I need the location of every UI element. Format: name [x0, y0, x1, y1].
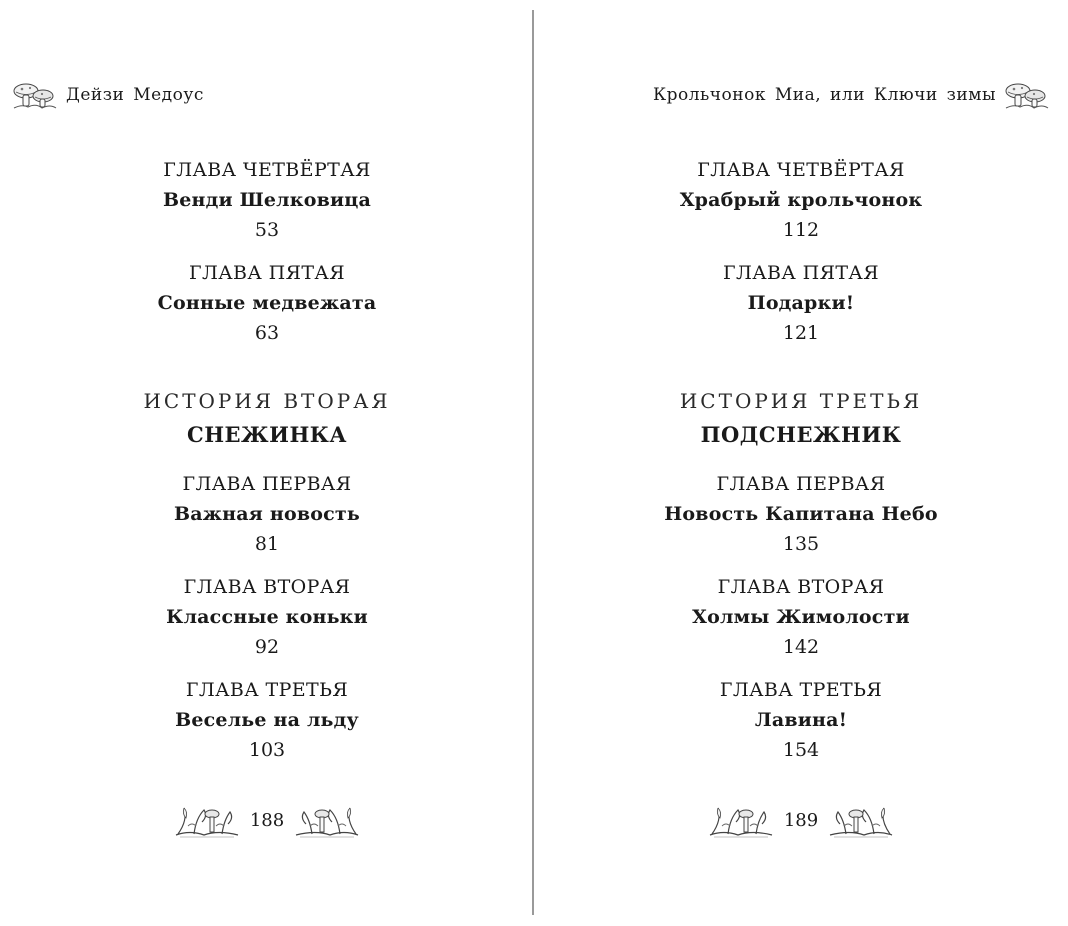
chapter-title: Важная новость [174, 503, 360, 525]
toc-entry[interactable] [534, 572, 1068, 675]
mushroom-cluster-icon [12, 79, 58, 111]
story-title: СНЕЖИНКА [186, 422, 347, 447]
right-folio [534, 800, 1068, 840]
chapter-label: ГЛАВА ЧЕТВЁРТАЯ [163, 159, 371, 181]
chapter-title: Подарки! [747, 292, 855, 314]
right-page [534, 0, 1068, 926]
page-number: 188 [249, 809, 285, 831]
chapter-page-number: 103 [248, 739, 286, 761]
plant-vignette-icon [294, 800, 360, 840]
chapter-title: Классные коньки [166, 606, 368, 628]
chapter-title: Веселье на льду [175, 709, 359, 731]
right-running-head [645, 80, 1050, 110]
chapter-label: ГЛАВА ПЕРВАЯ [716, 473, 886, 495]
chapter-title: Холмы Жимолости [692, 606, 910, 628]
chapter-page-number: 112 [782, 219, 820, 241]
plant-vignette-icon [174, 800, 240, 840]
toc-entry[interactable] [0, 675, 534, 778]
left-folio [0, 800, 534, 840]
toc-entry[interactable] [534, 155, 1068, 258]
story-heading [534, 361, 1068, 469]
chapter-title: Храбрый крольчонок [679, 189, 923, 211]
toc-entry[interactable] [534, 675, 1068, 778]
story-label: ИСТОРИЯ ТРЕТЬЯ [679, 389, 923, 413]
chapter-label: ГЛАВА ПЯТАЯ [723, 262, 879, 284]
chapter-label: ГЛАВА ПЯТАЯ [189, 262, 345, 284]
chapter-label: ГЛАВА ПЕРВАЯ [182, 473, 352, 495]
page-number: 189 [783, 809, 819, 831]
story-title: ПОДСНЕЖНИК [700, 422, 902, 447]
chapter-page-number: 92 [254, 636, 280, 658]
left-running-head [12, 80, 212, 110]
right-table-of-contents [534, 155, 1068, 778]
chapter-title: Лавина! [754, 709, 848, 731]
toc-entry[interactable] [534, 258, 1068, 361]
chapter-title: Сонные медвежата [157, 292, 377, 314]
plant-vignette-icon [708, 800, 774, 840]
toc-entry[interactable] [0, 155, 534, 258]
chapter-page-number: 81 [254, 533, 280, 555]
chapter-label: ГЛАВА ТРЕТЬЯ [719, 679, 883, 701]
chapter-page-number: 121 [782, 322, 820, 344]
story-heading [0, 361, 534, 469]
chapter-label: ГЛАВА ВТОРАЯ [717, 576, 885, 598]
book-title: Крольчонок Миа, или Ключи зимы [652, 85, 996, 105]
toc-entry[interactable] [0, 469, 534, 572]
toc-entry[interactable] [534, 469, 1068, 572]
left-table-of-contents [0, 155, 534, 778]
story-label: ИСТОРИЯ ВТОРАЯ [143, 389, 391, 413]
chapter-label: ГЛАВА ВТОРАЯ [183, 576, 351, 598]
chapter-page-number: 154 [782, 739, 820, 761]
chapter-page-number: 63 [254, 322, 280, 344]
toc-entry[interactable] [0, 258, 534, 361]
plant-vignette-icon [828, 800, 894, 840]
chapter-label: ГЛАВА ЧЕТВЁРТАЯ [697, 159, 905, 181]
mushroom-cluster-icon [1004, 79, 1050, 111]
chapter-page-number: 142 [782, 636, 820, 658]
chapter-title: Венди Шелковица [162, 189, 372, 211]
chapter-label: ГЛАВА ТРЕТЬЯ [185, 679, 349, 701]
author-name: Дейзи Медоус [66, 85, 204, 105]
toc-entry[interactable] [0, 572, 534, 675]
chapter-title: Новость Капитана Небо [664, 503, 938, 525]
chapter-page-number: 53 [254, 219, 280, 241]
chapter-page-number: 135 [782, 533, 820, 555]
